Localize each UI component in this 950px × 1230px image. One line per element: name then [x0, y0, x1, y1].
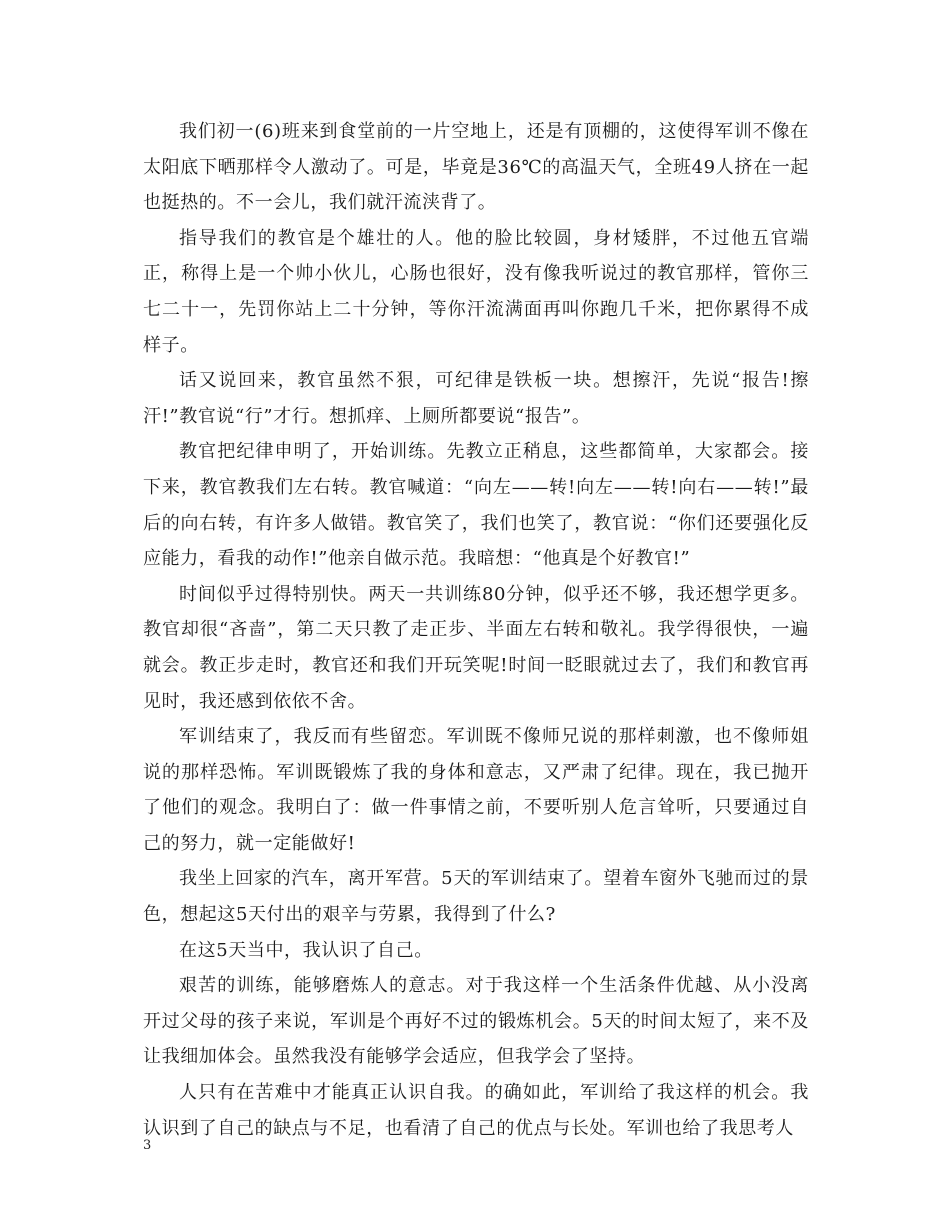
paragraph: 话又说回来，教官虽然不狠，可纪律是铁板一块。想擦汗，先说“报告!擦汗!”教官说“行”才行。想抓痒、上厕所都要说“报告”。 — [143, 370, 809, 427]
paragraph: 指导我们的教官是个雄壮的人。他的脸比较圆，身材矮胖，不过他五官端正，称得上是一个帅小伙儿，心肠也很好，没有像我听说过的教官那样，管你三七二十一，先罚你站上二十分钟，等你汗流满面再叫你跑几千米，把你累得不成样子。 — [143, 227, 809, 356]
paragraph: 人只有在苦难中才能真正认识自我。的确如此，军训给了我这样的机会。我认识到了自己的缺点与不足，也看清了自己的优点与长处。军训也给了我思考人 — [143, 1082, 809, 1139]
paragraph: 艰苦的训练，能够磨炼人的意志。对于我这样一个生活条件优越、从小没离开过父母的孩子来说，军训是个再好不过的锻炼机会。5天的时间太短了，来不及让我细加体会。虽然我没有能够学会适应，但我学会了坚持。 — [143, 975, 809, 1068]
page-number: 3 — [143, 1138, 152, 1153]
paragraph: 军训结束了，我反而有些留恋。军训既不像师兄说的那样刺激，也不像师姐说的那样恐怖。军训既锻炼了我的身体和意志，又严肃了纪律。现在，我已抛开了他们的观念。我明白了：做一件事情之前，不要听别人危言耸听，只要通过自己的努力，就一定能做好! — [143, 726, 809, 854]
paragraph: 在这5天当中，我认识了自己。 — [179, 939, 433, 961]
article-body — [143, 114, 809, 1146]
paragraph: 我坐上回家的汽车，离开军营。5天的军训结束了。望着车窗外飞驰而过的景色，想起这5天付出的艰辛与劳累，我得到了什么? — [143, 868, 809, 926]
paragraph: 时间似乎过得特别快。两天一共训练80分钟，似乎还不够，我还想学更多。教官却很“吝啬”，第二天只教了走正步、半面左右转和敬礼。我学得很快，一遍就会。教正步走时，教官还和我们开玩笑呢!时间一眨眼就过去了，我们和教官再见时，我还感到依依不舍。 — [143, 583, 809, 712]
paragraph: 教官把纪律申明了，开始训练。先教立正稍息，这些都简单，大家都会。接下来，教官教我们左右转。教官喊道：“向左——转!向左——转!向右——转!”最后的向右转，有许多人做错。教官笑了，我们也笑了，教官说：“你们还要强化反应能力，看我的动作!”他亲自做示范。我暗想：“他真是个好教官!” — [143, 441, 809, 570]
paragraph: 我们初一(6)班来到食堂前的一片空地上，还是有顶棚的，这使得军训不像在太阳底下晒那样令人激动了。可是，毕竟是36℃的高温天气，全班49人挤在一起也挺热的。不一会儿，我们就汗流浃背了。 — [143, 121, 809, 214]
